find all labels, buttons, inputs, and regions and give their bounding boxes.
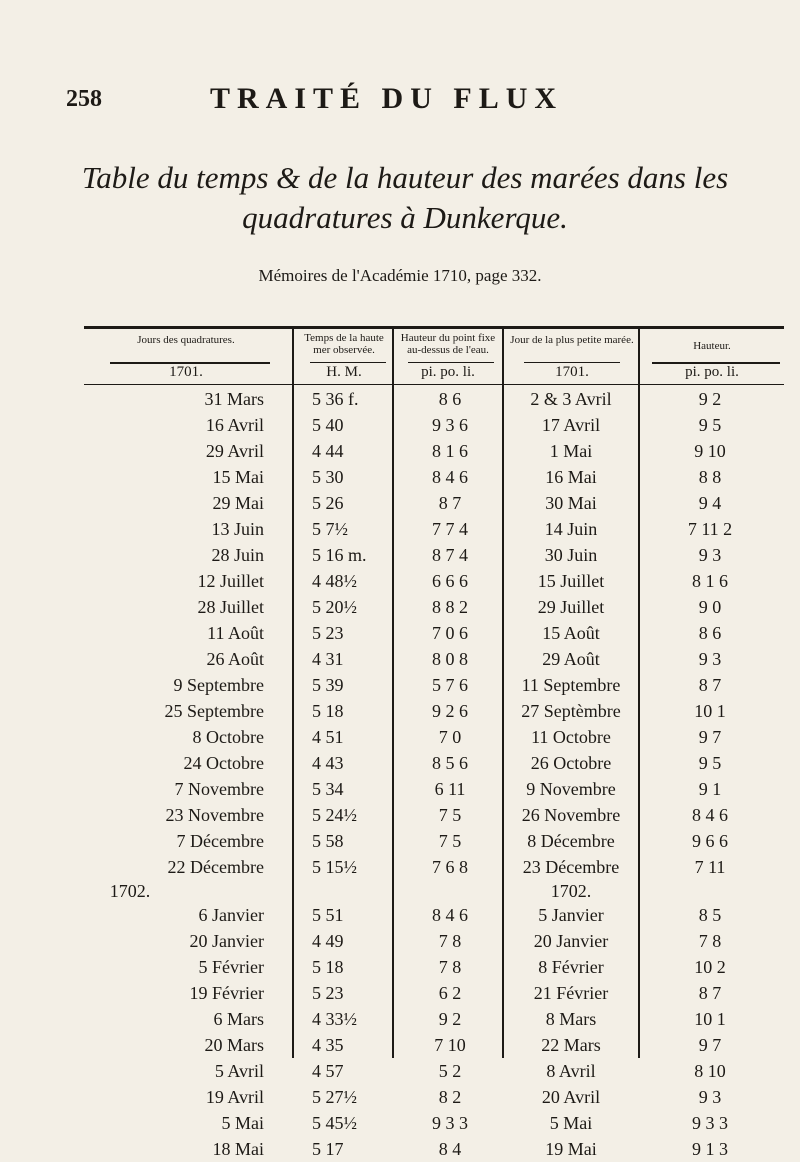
table-row (0, 542, 800, 568)
cell-hauteur-point: 8 4 6 (432, 905, 468, 925)
cell-hauteur: 9 1 3 (692, 1139, 728, 1159)
cell-hauteur: 9 7 (698, 727, 722, 747)
table-row (0, 724, 800, 750)
table-row (0, 854, 800, 880)
cell-jour-maree: 14 Juin (544, 519, 598, 539)
cell-jour-maree: 8 Février (538, 957, 604, 977)
cell-temps: 4 48½ (312, 571, 357, 591)
cell-hauteur-point: 6 11 (434, 779, 466, 799)
cell-hauteur-point: 8 7 (438, 493, 462, 513)
cell-hauteur: 8 1 6 (692, 571, 728, 591)
cell-temps: 5 20½ (312, 597, 357, 617)
cell-temps: 5 16 m. (312, 545, 367, 565)
running-title: TRAITÉ DU FLUX (210, 82, 564, 115)
cell-jour: 26 Août (206, 649, 264, 669)
cell-jour: 28 Juillet (197, 597, 264, 617)
cell-jour: 11 Août (207, 623, 264, 643)
cell-hauteur: 10 1 (694, 1009, 726, 1029)
cell-jour-maree: 11 Octobre (531, 727, 611, 747)
year-label: 1702. (550, 881, 592, 901)
subheader-units: pi. po. li. (685, 364, 739, 380)
cell-hauteur: 9 3 (698, 649, 722, 669)
cell-hauteur: 9 4 (698, 493, 722, 513)
subheader-rule (84, 384, 784, 385)
cell-jour: 20 Janvier (189, 931, 264, 951)
cell-jour: 12 Juillet (197, 571, 264, 591)
cell-jour: 19 Avril (205, 1087, 264, 1107)
cell-hauteur-point: 8 1 6 (432, 441, 468, 461)
cell-hauteur-point: 9 3 3 (432, 1113, 468, 1133)
table-row (0, 1058, 800, 1084)
cell-temps: 5 27½ (312, 1087, 357, 1107)
cell-temps: 5 23 (312, 623, 344, 643)
cell-temps: 4 49 (312, 931, 344, 951)
cell-jour-maree: 30 Juin (544, 545, 598, 565)
cell-hauteur-point: 8 4 6 (432, 467, 468, 487)
cell-hauteur-point: 6 2 (438, 983, 462, 1003)
cell-hauteur: 7 8 (698, 931, 722, 951)
cell-jour-maree: 16 Mai (545, 467, 597, 487)
cell-hauteur: 9 7 (698, 1035, 722, 1055)
cell-hauteur-point: 7 8 (438, 957, 462, 977)
cell-hauteur: 9 6 6 (692, 831, 728, 851)
cell-jour: 5 Mai (221, 1113, 264, 1133)
page-number: 258 (66, 86, 102, 112)
cell-temps: 5 45½ (312, 1113, 357, 1133)
cell-jour: 7 Novembre (174, 779, 264, 799)
cell-jour: 24 Octobre (183, 753, 264, 773)
cell-hauteur: 9 2 (698, 389, 722, 409)
header-hauteur-point: Hauteur du point fixe au-dessus de l'eau. (400, 332, 496, 356)
table-row (0, 828, 800, 854)
cell-jour: 20 Mars (204, 1035, 264, 1055)
source-reference: Mémoires de l'Académie 1710, page 332. (258, 266, 542, 285)
header-rule (310, 362, 386, 363)
cell-jour-maree: 5 Janvier (538, 905, 604, 925)
table-row (0, 980, 800, 1006)
table-row (0, 412, 800, 438)
cell-hauteur-point: 8 6 (438, 389, 462, 409)
cell-temps: 5 17 (312, 1139, 344, 1159)
header-temps: Temps de la haute mer observée. (304, 332, 384, 356)
cell-hauteur: 9 3 3 (692, 1113, 728, 1133)
cell-jour-maree: 8 Décembre (527, 831, 615, 851)
cell-hauteur: 7 11 2 (687, 519, 733, 539)
cell-hauteur-point: 7 7 4 (432, 519, 468, 539)
cell-jour-maree: 2 & 3 Avril (530, 389, 612, 409)
cell-hauteur: 9 0 (698, 597, 722, 617)
cell-jour: 13 Juin (211, 519, 264, 539)
cell-temps: 5 58 (312, 831, 344, 851)
header-rule (408, 362, 494, 363)
year-row (0, 880, 800, 902)
cell-jour: 22 Décembre (167, 857, 264, 877)
cell-jour-maree: 29 Août (542, 649, 600, 669)
cell-jour-maree: 19 Mai (545, 1139, 597, 1159)
table-row (0, 672, 800, 698)
tide-table (0, 310, 800, 1159)
cell-jour-maree: 8 Avril (546, 1061, 596, 1081)
cell-hauteur: 8 8 (698, 467, 722, 487)
cell-jour-maree: 21 Février (533, 983, 609, 1003)
cell-temps: 5 40 (312, 415, 344, 435)
cell-temps: 5 15½ (312, 857, 357, 877)
table-row (0, 438, 800, 464)
cell-temps: 4 31 (312, 649, 344, 669)
table-row (0, 698, 800, 724)
table-row (0, 464, 800, 490)
cell-hauteur-point: 5 2 (438, 1061, 462, 1081)
cell-temps: 5 24½ (312, 805, 357, 825)
cell-jour: 23 Novembre (165, 805, 264, 825)
cell-temps: 5 26 (312, 493, 344, 513)
table-row (0, 490, 800, 516)
cell-hauteur-point: 6 6 6 (432, 571, 468, 591)
table-row (0, 620, 800, 646)
cell-hauteur-point: 9 3 6 (432, 415, 468, 435)
cell-jour: 6 Janvier (198, 905, 264, 925)
cell-hauteur-point: 7 0 6 (432, 623, 468, 643)
cell-hauteur: 9 1 (698, 779, 722, 799)
cell-temps: 5 39 (312, 675, 344, 695)
header-jours: Jours des quadratures. (137, 334, 235, 346)
cell-hauteur-point: 8 5 6 (432, 753, 468, 773)
cell-hauteur-point: 7 6 8 (432, 857, 468, 877)
cell-hauteur-point: 7 5 (438, 831, 462, 851)
cell-jour-maree: 26 Octobre (530, 753, 612, 773)
cell-jour: 29 Avril (205, 441, 264, 461)
cell-jour: 5 Février (198, 957, 264, 977)
cell-temps: 4 33½ (312, 1009, 357, 1029)
table-row (0, 516, 800, 542)
table-row (0, 386, 800, 412)
year-label: 1702. (109, 881, 151, 901)
cell-temps: 5 18 (312, 701, 344, 721)
cell-jour: 9 Septembre (173, 675, 264, 695)
cell-temps: 5 7½ (312, 519, 348, 539)
table-title: Table du temps & de la hauteur des marées dans les quadratures à Dunkerque. (81, 160, 729, 235)
cell-jour-maree: 20 Janvier (533, 931, 609, 951)
table-row (0, 1032, 800, 1058)
cell-jour-maree: 27 Septèmbre (521, 701, 621, 721)
cell-hauteur-point: 8 2 (438, 1087, 462, 1107)
cell-jour: 16 Avril (205, 415, 264, 435)
table-row (0, 802, 800, 828)
cell-temps: 4 51 (312, 727, 344, 747)
cell-hauteur-point: 5 7 6 (432, 675, 468, 695)
cell-hauteur-point: 7 10 (434, 1035, 466, 1055)
cell-temps: 4 35 (312, 1035, 344, 1055)
cell-jour: 29 Mai (212, 493, 264, 513)
header-hauteur: Hauteur. (693, 340, 731, 352)
cell-hauteur-point: 8 8 2 (432, 597, 468, 617)
cell-hauteur: 9 5 (698, 753, 722, 773)
cell-jour-maree: 20 Avril (541, 1087, 601, 1107)
cell-temps: 5 18 (312, 957, 344, 977)
subheader-year: 1701. (555, 364, 589, 380)
subheader-units: pi. po. li. (421, 364, 475, 380)
cell-jour-maree: 26 Novembre (521, 805, 621, 825)
table-row (0, 568, 800, 594)
cell-hauteur: 8 7 (698, 675, 722, 695)
running-head (40, 82, 760, 122)
cell-jour: 25 Septembre (164, 701, 264, 721)
table-row (0, 1006, 800, 1032)
cell-temps: 4 57 (312, 1061, 344, 1081)
cell-jour-maree: 5 Mai (549, 1113, 593, 1133)
cell-jour-maree: 30 Mai (545, 493, 597, 513)
table-row (0, 594, 800, 620)
cell-jour: 8 Octobre (192, 727, 264, 747)
cell-hauteur-point: 7 0 (438, 727, 462, 747)
cell-jour-maree: 22 Mars (541, 1035, 601, 1055)
cell-jour-maree: 1 Mai (549, 441, 593, 461)
cell-hauteur: 8 10 (694, 1061, 726, 1081)
cell-hauteur-point: 9 2 (438, 1009, 462, 1029)
cell-hauteur: 8 6 (698, 623, 722, 643)
cell-temps: 5 34 (312, 779, 344, 799)
cell-temps: 5 23 (312, 983, 344, 1003)
cell-hauteur: 8 4 6 (692, 805, 728, 825)
cell-jour-maree: 9 Novembre (526, 779, 616, 799)
cell-jour-maree: 23 Décembre (522, 857, 620, 877)
table-row (0, 750, 800, 776)
cell-hauteur: 9 3 (698, 545, 722, 565)
subheader-hm: H. M. (326, 364, 362, 380)
cell-temps: 4 44 (312, 441, 344, 461)
subheader-year: 1701. (169, 364, 203, 380)
header-jour-maree: Jour de la plus petite marée. (510, 334, 634, 346)
cell-hauteur: 8 5 (698, 905, 722, 925)
cell-jour-maree: 17 Avril (541, 415, 601, 435)
header-rule (524, 362, 620, 363)
cell-jour: 19 Février (189, 983, 264, 1003)
table-row (0, 928, 800, 954)
table-row (0, 902, 800, 928)
cell-temps: 5 51 (312, 905, 344, 925)
cell-hauteur-point: 8 7 4 (432, 545, 468, 565)
cell-jour: 18 Mai (212, 1139, 264, 1159)
cell-temps: 5 36 f. (312, 389, 359, 409)
cell-jour: 28 Juin (211, 545, 264, 565)
table-row (0, 1084, 800, 1110)
cell-jour: 5 Avril (214, 1061, 264, 1081)
cell-hauteur-point: 7 8 (438, 931, 462, 951)
table-row (0, 646, 800, 672)
cell-jour: 7 Décembre (176, 831, 264, 851)
cell-hauteur: 10 1 (694, 701, 726, 721)
cell-hauteur-point: 9 2 6 (432, 701, 468, 721)
cell-hauteur: 9 10 (694, 441, 726, 461)
cell-jour-maree: 8 Mars (545, 1009, 597, 1029)
table-row (0, 1136, 800, 1162)
table-row (0, 954, 800, 980)
cell-hauteur: 9 5 (698, 415, 722, 435)
table-row (0, 1110, 800, 1136)
cell-hauteur-point: 8 4 (438, 1139, 462, 1159)
cell-jour-maree: 15 Août (542, 623, 600, 643)
cell-temps: 4 43 (312, 753, 344, 773)
cell-jour-maree: 29 Juillet (537, 597, 605, 617)
cell-jour-maree: 15 Juillet (537, 571, 605, 591)
cell-temps: 5 30 (312, 467, 344, 487)
cell-hauteur-point: 7 5 (438, 805, 462, 825)
cell-jour: 31 Mars (204, 389, 264, 409)
table-top-rule (84, 326, 784, 329)
cell-hauteur-point: 8 0 8 (432, 649, 468, 669)
table-row (0, 776, 800, 802)
cell-jour: 6 Mars (213, 1009, 264, 1029)
cell-jour-maree: 11 Septembre (521, 675, 621, 695)
cell-hauteur: 7 11 (694, 857, 726, 877)
cell-hauteur: 8 7 (698, 983, 722, 1003)
cell-hauteur: 10 2 (694, 957, 726, 977)
table-body (0, 386, 800, 1162)
cell-jour: 15 Mai (212, 467, 264, 487)
cell-hauteur: 9 3 (698, 1087, 722, 1107)
